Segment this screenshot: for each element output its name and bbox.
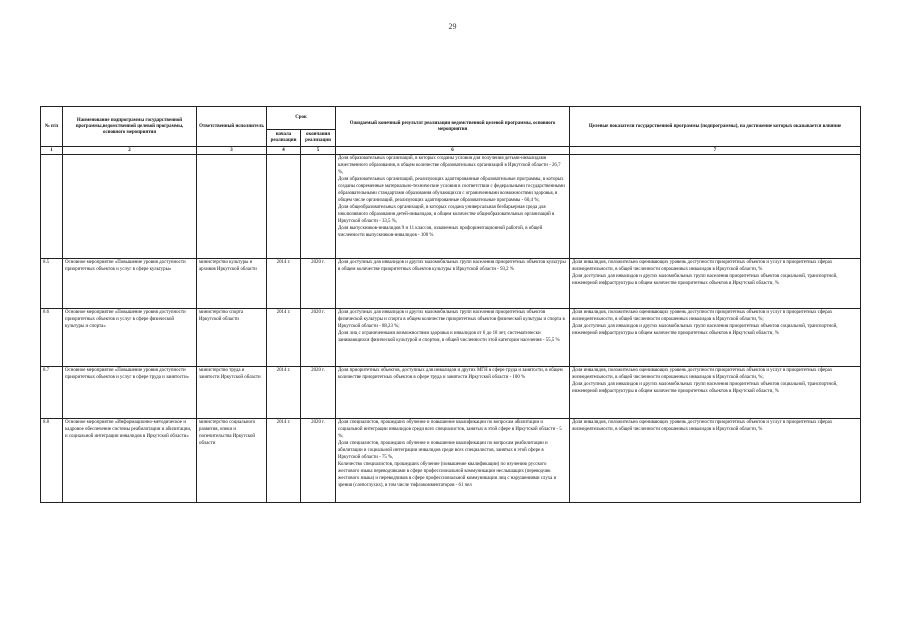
row-responsible: министерство труда и занятости Иркутской области [197,367,267,419]
row-responsible: министерство культуры и архивов Иркутской области [197,259,267,309]
row-start: 2014 г. [267,309,301,367]
column-number: 5 [301,147,336,155]
header-responsible: Ответственный исполнитель [197,107,267,147]
row-responsible: министерство спорта Иркутской области [197,309,267,367]
result-text: Доля выпускников-инвалидов 9 и 11 классов, охваченных профориентационной работой, в общей численности выпускников-инвалидов - 100 % [338,226,543,238]
table-row [41,419,861,503]
page-number: 29 [448,22,457,31]
result-cell [336,155,570,259]
header-term-end: окончания реализации [301,130,336,147]
result-cell [336,419,570,503]
row-end: 2020 г. [301,367,336,419]
row-num: 8.8 [41,419,63,503]
result-text: Доля образовательных организаций, реализующих адаптированные образовательные программы, в которых созданы современные материально-технические условия в соответствии с федеральными государственными образовательными стандартами образования обучающихся с ограниченными возможностями здоровья, в общем числе организаций, реализующих адаптированные образовательные программы - 60,4 %; [338,177,565,203]
row-end: 2020 г. [301,259,336,309]
indicator-text: Доля инвалидов, положительно оценивающих уровень доступности приоритетных объектов и услуг в приоритетных сферах жизнедеятельности, в общей численности опрошенных инвалидов в Иркутской области, % [572,420,833,432]
row-name: Основное мероприятие «Повышение уровня доступности приоритетных объектов и услуг в сфере культуры» [63,259,197,309]
column-number: 4 [267,147,301,155]
indicators-cell [570,259,861,309]
result-text: Доля специалистов, прошедших обучение и повышение квалификации по вопросам реабилитации и абилитации и социальной интеграции инвалидов среди всех специалистов, занятых в этой сфере в Иркутской области - 75 %, [338,441,548,460]
column-number: 2 [63,147,197,155]
header-name: Наименование подпрограммы государственной программы,ведомственной целевой программы, основного мероприятия [63,107,197,147]
header-result: Ожидаемый конечный результат реализации ведомственной целевой программы, основного мероприятия [336,107,570,147]
indicator-text: Доля доступных для инвалидов и других маломобильных групп населения приоритетных объектов социальной, транспортной, инженерной инфраструктуры в общем количестве приоритетных объектов в Иркутской области, % [572,274,838,286]
table-row [41,259,861,309]
indicator-text: Доля инвалидов, положительно оценивающих уровень доступности приоритетных объектов и услуг в приоритетных сферах жизнедеятельности, в общей численности опрошенных инвалидов в Иркутской области, % [572,260,833,272]
indicator-text: Доля доступных для инвалидов и других маломобильных групп населения приоритетных объектов социальной, транспортной, инженерной инфраструктуры в общем количестве приоритетных объектов в Иркутской области, % [572,324,838,336]
indicator-text: Доля доступных для инвалидов и других маломобильных групп населения приоритетных объектов социальной, транспортной, инженерной инфраструктуры в общем количестве приоритетных объектов в Иркутской области, % [572,382,838,394]
indicators-cell [570,309,861,367]
row-name: Основное мероприятие «Повышение уровня доступности приоритетных объектов и услуг в сфере труда и занятости» [63,367,197,419]
row-start: 2014 г. [267,419,301,503]
result-text: Количество специалистов, прошедших обучение (повышение квалификации) по изучению русского жестового языка переводчиками в сфере профессиональной коммуникации неслышащих (переводчик жестового языка) и переводчиков в сфере профессиональной коммуникации лиц с нарушениями слуха и зрения (слепоглухих), в том числе тифлокомментаторов - 61 чел [338,462,557,488]
column-number: 7 [570,147,861,155]
row-end: 2020 г. [301,309,336,367]
row-name: Основное мероприятие «Повышение уровня доступности приоритетных объектов и услуг в сфере физической культуры и спорта» [63,309,197,367]
result-cell [336,309,570,367]
row-num: 8.5 [41,259,63,309]
header-term-start: начала реализации [267,130,301,147]
indicators-cell [570,367,861,419]
row-responsible: министерство социального развития, опеки и попечительства Иркутской области [197,419,267,503]
column-number: 6 [336,147,570,155]
indicators-cell [570,419,861,503]
result-text: Доля доступных для инвалидов и других маломобильных групп населения приоритетных объектов физической культуры и спорта в общем количестве приоритетных объектов физической культуры и спорта в Иркутской области - 88,23 %; [338,310,565,329]
result-cell [336,259,570,309]
result-text: Доля лиц с ограниченными возможностями здоровья и инвалидов от 6 до 18 лет, систематически занимающихся физической культурой и спортом, в общей численности этой категории населения - 55,5 % [338,331,560,343]
table-row [41,367,861,419]
header-indicators: Целевые показатели государственной программы (подпрограммы), на достижение которых оказывается влияние [570,107,861,147]
column-number: 1 [41,147,63,155]
result-text: Доля доступных для инвалидов и других маломобильных групп населения приоритетных объектов культуры в общем количестве приоритетных объектов культуры в Иркутской области - 93,2 % [338,260,566,272]
result-text: Доля образовательных организаций, в которых созданы условия для получения детьми-инвалидами качественного образования, в общем количестве образовательных организаций в Иркутской области - 26,7 %, [338,156,561,175]
row-start: 2014 г. [267,367,301,419]
indicator-text: Доля инвалидов, положительно оценивающих уровень доступности приоритетных объектов и услуг в приоритетных сферах жизнедеятельности, в общей численности опрошенных инвалидов в Иркутской области, %; [572,310,833,322]
row-num: 8.7 [41,367,63,419]
indicator-text: Доля инвалидов, положительно оценивающих уровень доступности приоритетных объектов и услуг в приоритетных сферах жизнедеятельности, в общей численности опрошенных инвалидов в Иркутской области, %; [572,368,833,380]
header-term: Срок [267,107,336,130]
row-end: 2020 г. [301,419,336,503]
header-num: № п/п [41,107,63,147]
column-number-row [41,147,861,155]
result-text: Доля общеобразовательных организаций, в которых создана универсальная безбарьерная среда для инклюзивного образования детей-инвалидов, в общем количестве общеобразовательных организаций в Иркутской области - 33,5 %, [338,205,555,224]
result-text: Доля специалистов, прошедших обучение и повышение квалификации по вопросам абилитации и социальной интеграции инвалидов среди всех специалистов, занятых в этой сфере в Иркутской области - 5 %; [338,420,562,439]
result-cell [336,367,570,419]
row-name: Основное мероприятие «Информационно-методическое и кадровое обеспечение системы реабилитации и абилитации, и социальной интеграции инвалидов в Иркутской области» [63,419,197,503]
result-text: Доля приоритетных объектов, доступных для инвалидов и других МГН в сфере труда и занятости, в общем количестве приоритетных объектов в сфере труда и занятости Иркутской области - 100 % [338,368,563,380]
program-table [40,106,861,503]
row-start: 2014 г. [267,259,301,309]
column-number: 3 [197,147,267,155]
table-row [41,309,861,367]
row-num: 8.6 [41,309,63,367]
table-row-continuation [41,155,861,259]
